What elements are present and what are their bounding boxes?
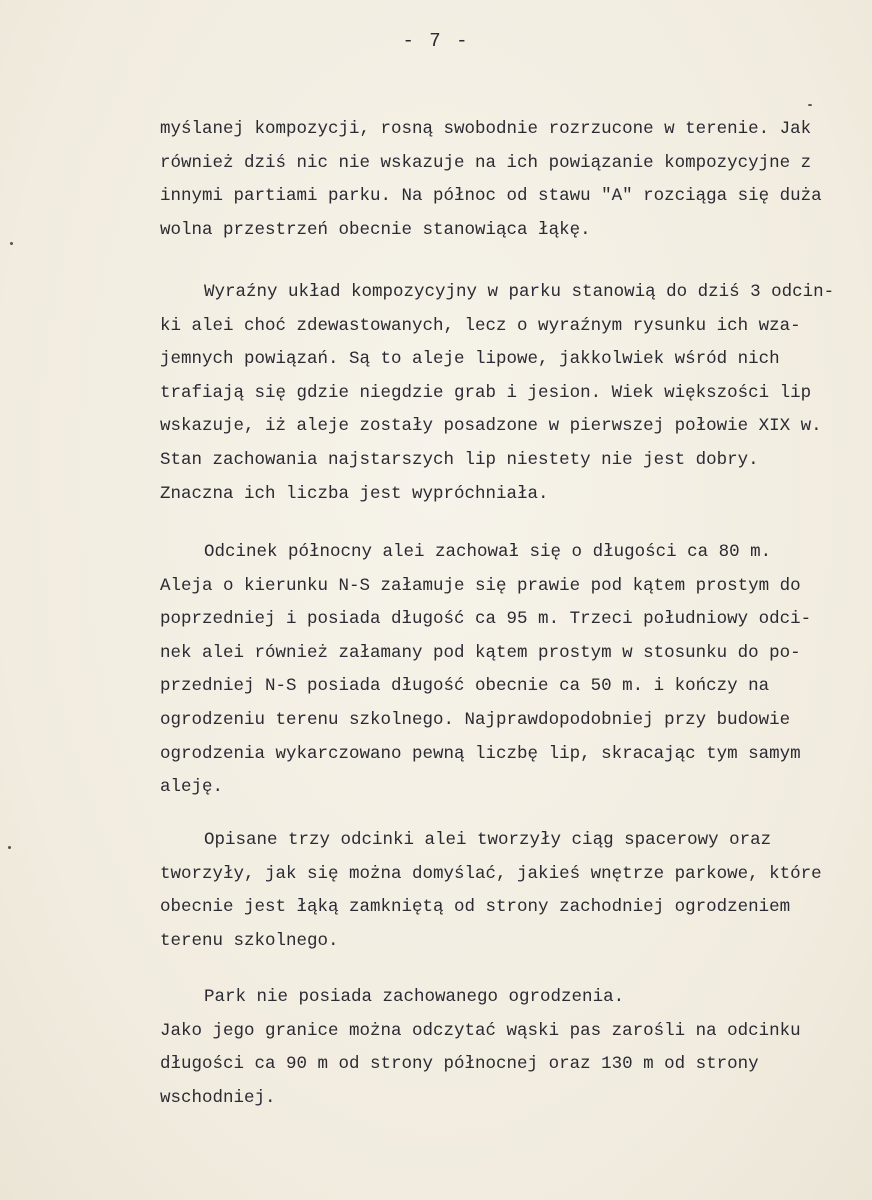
text-line: terenu szkolnego.	[160, 930, 339, 951]
text-line: ogrodzeniu terenu szkolnego. Najprawdopodobniej przy budowie	[160, 709, 791, 730]
text-line: tworzyły, jak się można domyślać, jakieś wnętrze parkowe, które	[160, 863, 822, 884]
text-line: Park nie posiada zachowanego ogrodzenia.	[204, 987, 625, 1007]
text-line: również dziś nic nie wskazuje na ich powiązanie kompozycyjne z	[160, 152, 812, 173]
text-line: wschodniej.	[160, 1087, 276, 1108]
text-line: innymi partiami parku. Na północ od stawu "A" rozciąga się duża	[160, 186, 822, 207]
paragraph-3	[160, 536, 850, 805]
paragraph-4	[160, 824, 850, 958]
text-line: Wyraźny układ kompozycyjny w parku stanowią do dziś 3 odcin-	[204, 282, 835, 302]
text-line: Opisane trzy odcinki alei tworzyły ciąg spacerowy oraz	[204, 830, 772, 850]
text-line: Znaczna ich liczba jest wypróchniała.	[160, 483, 549, 504]
text-line: jemnych powiązań. Są to aleje lipowe, jakkolwiek wśród nich	[160, 349, 780, 370]
paper-speck	[808, 104, 812, 106]
text-line: Jako jego granice można odczytać wąski pas zarośli na odcinku	[160, 1020, 801, 1041]
text-line: Aleja o kierunku N-S załamuje się prawie pod kątem prostym do	[160, 575, 801, 596]
text-line: trafiają się gdzie niegdzie grab i jesion. Wiek większości lip	[160, 382, 812, 403]
text-line: wolna przestrzeń obecnie stanowiąca łąkę.	[160, 219, 591, 240]
paper-speck	[10, 242, 13, 245]
text-line: nek alei również załamany pod kątem prostym w stosunku do po-	[160, 642, 801, 663]
paper-speck	[8, 846, 11, 849]
text-line: aleję.	[160, 777, 224, 798]
text-line: Odcinek północny alei zachował się o długości ca 80 m.	[204, 542, 772, 562]
text-line: poprzedniej i posiada długość ca 95 m. Trzeci południowy odci-	[160, 609, 812, 630]
text-line: wskazuje, iż aleje zostały posadzone w pierwszej połowie XIX w.	[160, 416, 822, 437]
paragraph-5	[160, 981, 850, 1115]
paragraph-1	[160, 113, 850, 247]
text-line: ki alei choć zdewastowanych, lecz o wyraźnym rysunku ich wza-	[160, 315, 801, 336]
text-line: myślanej kompozycji, rosną swobodnie rozrzucone w terenie. Jak	[160, 119, 812, 139]
text-line: obecnie jest łąką zamkniętą od strony zachodniej ogrodzeniem	[160, 897, 791, 918]
text-line: długości ca 90 m od strony północnej oraz 130 m od strony	[160, 1054, 759, 1075]
text-line: ogrodzenia wykarczowano pewną liczbę lip, skracając tym samym	[160, 743, 801, 764]
paragraph-2	[160, 276, 850, 511]
text-line: Stan zachowania najstarszych lip niestety nie jest dobry.	[160, 449, 759, 470]
text-line: przedniej N-S posiada długość obecnie ca 50 m. i kończy na	[160, 676, 770, 697]
page-number: - 7 -	[402, 30, 470, 52]
